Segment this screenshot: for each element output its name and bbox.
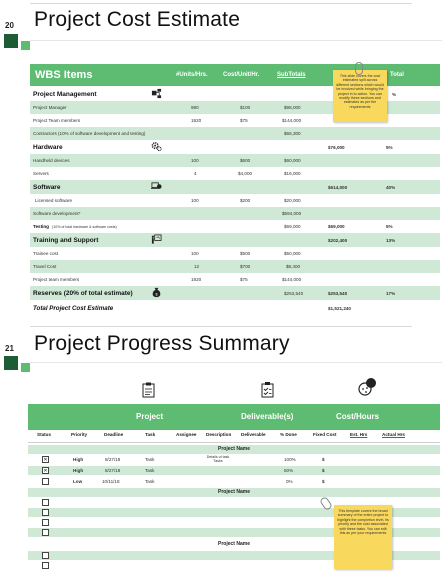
status-checkbox[interactable]: [42, 499, 49, 506]
row-subtotal: $144,000: [282, 277, 302, 282]
row-fixed-cost: $: [322, 479, 325, 484]
section-pct: 5%: [386, 224, 393, 229]
accent-square-dark: [4, 356, 18, 370]
row-task: Task: [145, 468, 155, 473]
row-units: 100: [191, 158, 199, 163]
progress-table-header: [28, 404, 440, 430]
section-pct: 5%: [386, 144, 393, 150]
row-item: Contractors (10% of software development and testing): [33, 131, 146, 136]
table-row-testing: [30, 220, 440, 233]
row-item: Project Team members: [33, 118, 81, 123]
money-bag-icon: [151, 287, 162, 298]
status-checkbox[interactable]: [42, 478, 49, 485]
section-row: [30, 180, 440, 194]
col-done: % Done: [280, 432, 297, 437]
title-rule: [30, 362, 442, 363]
row-units: 1920: [191, 277, 202, 282]
svg-text:$: $: [155, 292, 158, 297]
row-deadline: 8/27/18: [105, 468, 121, 473]
row-done: 100%: [284, 457, 296, 462]
gears-icon: [151, 141, 162, 152]
row-item: Licensed software: [35, 198, 73, 203]
grand-total-label: Total Project Cost Estimate: [33, 304, 114, 312]
col-status: Status: [37, 432, 52, 437]
grand-total-row: [30, 301, 440, 315]
group-header: [28, 445, 440, 454]
row-item: Project Manager: [33, 105, 67, 110]
status-checkbox[interactable]: ✕: [43, 468, 48, 474]
status-checkbox[interactable]: ✕: [43, 457, 48, 463]
row-units: 4: [194, 171, 197, 176]
col-deadline: Deadline: [104, 432, 124, 437]
status-checkbox[interactable]: [42, 529, 49, 536]
page-number: 20: [5, 21, 14, 30]
col-est-hrs: Est. Hrs: [350, 432, 368, 437]
row-task: Task: [145, 479, 155, 484]
header-project: Project: [136, 412, 164, 421]
row-cost: $75: [240, 118, 248, 123]
grand-total-value: $1,521,240: [328, 305, 351, 311]
row-units: 12: [194, 264, 200, 269]
row-priority: Low: [73, 479, 83, 484]
table-row: [30, 194, 440, 207]
col-task: Task: [145, 432, 156, 437]
header-total: Total: [390, 72, 404, 78]
row-units: 100: [191, 251, 199, 256]
column-header-rule: [28, 442, 440, 443]
group-name: Project Name: [218, 541, 250, 547]
row-subtotal: $98,000: [284, 105, 301, 110]
row-deadline: 10/11/18: [102, 479, 120, 484]
status-checkbox[interactable]: [42, 509, 49, 516]
row-item: Trainee cost: [33, 251, 59, 256]
slide-title: Project Cost Estimate: [34, 8, 241, 31]
checklist-icon: [260, 381, 276, 398]
section-pct: 40%: [386, 184, 396, 190]
table-row: [30, 260, 440, 273]
row-cost: $75: [240, 277, 248, 282]
header-units: #Units/Hrs.: [176, 72, 208, 78]
row-cost: $200: [240, 198, 251, 203]
header-deliverables: Deliverable(s): [241, 412, 294, 421]
row-subtotal: $69,000: [284, 224, 301, 229]
table-row: [28, 477, 440, 486]
cost-hours-icon: [357, 377, 377, 397]
row-item: Handheld devices: [33, 158, 70, 163]
table-row: [30, 247, 440, 260]
section-row: [30, 286, 440, 300]
row-cost: $100: [240, 105, 251, 110]
row-done: 0%: [286, 479, 293, 484]
section-row: [30, 140, 440, 154]
sticky-note: This slide covers the cost estimated split across different sections which would be involved while bringing the project in to action. You can modify these sections and estimates as per the requirements: [333, 70, 387, 122]
row-subtotal: $8,400: [286, 264, 301, 269]
row-priority: High: [73, 457, 84, 462]
header-wbs: WBS Items: [35, 69, 93, 81]
col-fixed-cost: Fixed Cost: [313, 432, 337, 437]
row-subtotal: $16,000: [284, 171, 301, 176]
row-description: Details of task Tasks: [206, 455, 230, 463]
row-units: 980: [191, 105, 199, 110]
section-name: Hardware: [33, 143, 63, 151]
group-name: Project Name: [218, 489, 250, 495]
col-description: Description: [206, 432, 232, 437]
col-deliverable: Deliverable: [241, 432, 266, 437]
row-subtotal: $66,300: [284, 131, 301, 136]
cost-table: [30, 64, 440, 318]
table-row: [30, 167, 440, 180]
section-pct: 17%: [386, 290, 396, 296]
testing-label: Testing: [33, 224, 49, 229]
section-name: Training and Support: [33, 236, 99, 244]
row-fixed-cost: $: [322, 468, 325, 473]
col-assignee: Assignee: [176, 432, 197, 437]
table-row: [30, 207, 440, 220]
row-subtotal: $60,000: [284, 158, 301, 163]
status-checkbox[interactable]: [42, 562, 49, 569]
row-cost: $4,000: [238, 171, 253, 176]
laptop-icon: [151, 181, 162, 192]
table-row: [28, 466, 440, 475]
top-rule: [30, 3, 412, 4]
row-task: Task: [145, 457, 155, 462]
row-deadline: 8/27/18: [105, 457, 121, 462]
section-name: Software: [33, 183, 61, 191]
group-header: [28, 488, 440, 497]
section-total: $614,000: [328, 184, 348, 190]
row-item: Software development*: [33, 211, 81, 216]
group-name: Project Name: [218, 446, 250, 452]
slide-title: Project Progress Summary: [34, 332, 290, 355]
section-name: Reserves (20% of total estimate): [33, 289, 133, 297]
accent-square-light: [21, 41, 30, 50]
row-units: 100: [191, 198, 199, 203]
row-units: 1920: [191, 118, 202, 123]
status-checkbox[interactable]: [42, 552, 49, 559]
header-cost: Cost/Unit/Hr.: [223, 72, 260, 78]
table-row: [30, 273, 440, 286]
table-row: [28, 455, 440, 464]
section-pct: 13%: [386, 237, 396, 243]
row-cost: $600: [240, 158, 251, 163]
row-item: Travel Cost: [33, 264, 57, 269]
section-total: $253,540: [328, 290, 348, 296]
section-pct: %: [392, 91, 397, 97]
row-subtotal: $50,000: [284, 251, 301, 256]
section-total: $69,000: [328, 224, 345, 229]
row-done: 50%: [284, 468, 294, 473]
section-name: Project Management: [33, 90, 97, 98]
top-rule: [30, 326, 412, 327]
row-subtotal: $594,000: [282, 211, 302, 216]
section-total: $202,400: [328, 237, 348, 243]
presentation-icon: [151, 234, 162, 245]
page-number: 21: [5, 344, 14, 353]
section-row: [30, 233, 440, 247]
table-row: [30, 127, 440, 140]
row-subtotal: $144,000: [282, 118, 302, 123]
sticky-note: This template covers the broad summary of the entire project to highlight the completion level, its priority and the cost associated with these tasks. You can edit this as per your requirements: [334, 505, 392, 569]
table-row: [30, 154, 440, 167]
col-priority: Priority: [71, 432, 88, 437]
row-fixed-cost: $: [322, 457, 325, 462]
row-subtotal: $253,540: [284, 290, 304, 296]
title-rule: [30, 40, 442, 41]
org-chart-icon: [151, 88, 162, 99]
row-subtotal: $20,000: [284, 198, 301, 203]
header-cost-hours: Cost/Hours: [336, 412, 380, 421]
accent-square-light: [21, 363, 30, 372]
paper-clip-icon: [355, 62, 363, 75]
header-subtotals: SubTotals: [277, 72, 306, 78]
testing-note: (10% of total hardware & software costs): [52, 224, 117, 229]
row-priority: High: [73, 468, 84, 473]
accent-square-dark: [4, 34, 18, 48]
row-cost: $500: [240, 251, 251, 256]
status-checkbox[interactable]: [42, 519, 49, 526]
clipboard-icon: [142, 382, 156, 398]
section-total: $76,000: [328, 144, 345, 150]
row-item: Project team members: [33, 277, 80, 282]
col-actual-hrs: Actual Hrs: [382, 432, 405, 437]
row-cost: $700: [240, 264, 251, 269]
row-item: Servers: [33, 171, 49, 176]
